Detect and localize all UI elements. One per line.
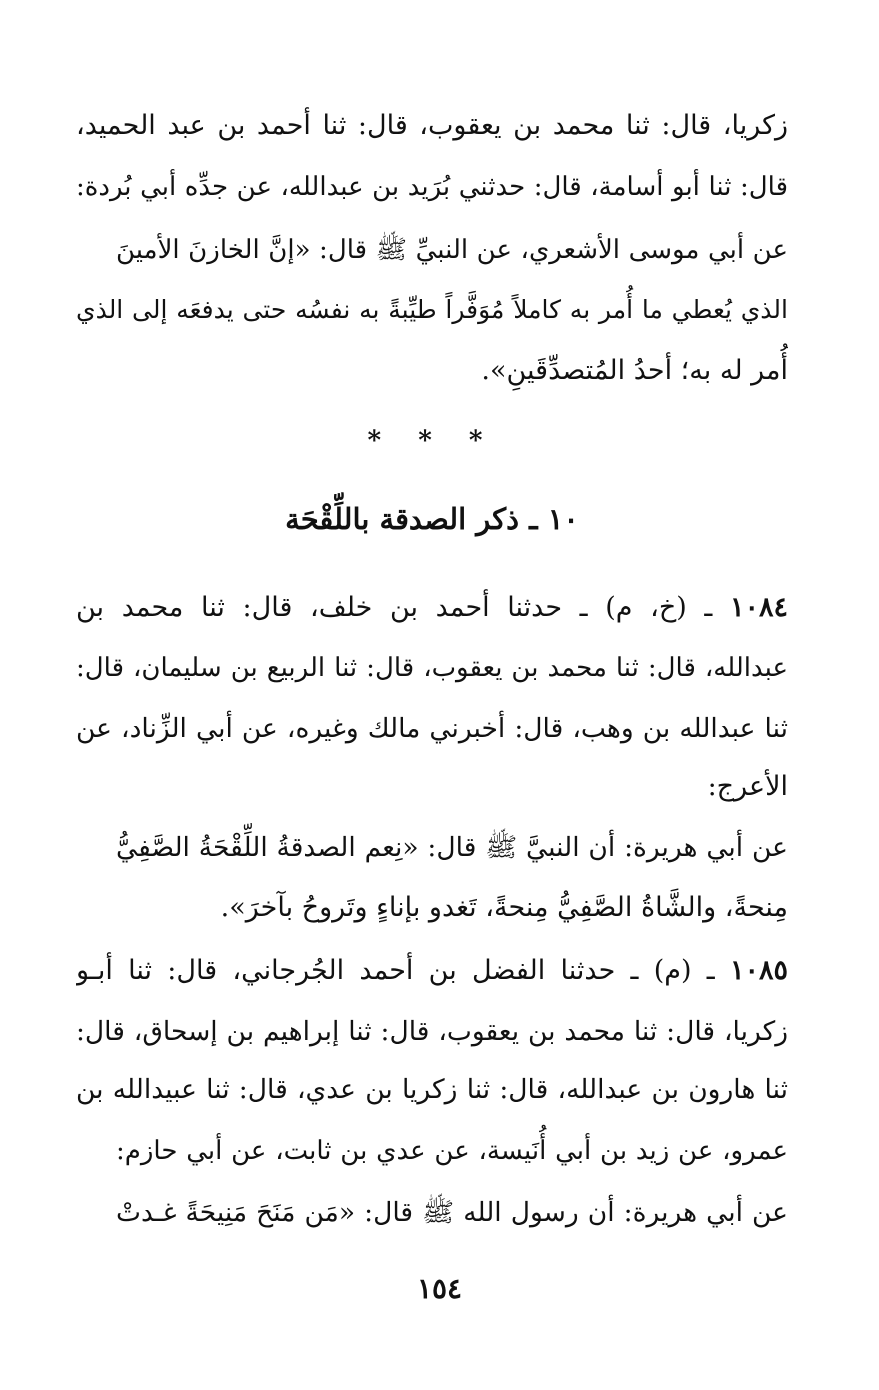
text-line: زكريا، قال: ثنا محمد بن يعقوب، قال: ثنا إبراهيم بن إسحاق، قال:: [76, 1016, 788, 1047]
text-line: الذي يُعطي ما أُمر به كاملاً مُوَفَّراً طيِّبةً به نفسُه حتى يدفعَه إلى الذي: [76, 295, 788, 324]
text-line: مِنحةً، والشَّاةُ الصَّفِيُّ مِنحةً، تَغدو بإناءٍ وتَروحُ بآخرَ».: [220, 892, 788, 923]
text-line: عن أبي هريرة: أن النبيَّ ﷺ قال: «نِعم الصدقةُ اللِّقْحَةُ الصَّفِيُّ: [116, 832, 788, 863]
text-line: ثنا هارون بن عبدالله، قال: ثنا زكريا بن عدي، قال: ثنا عبيدالله بن: [76, 1074, 788, 1105]
page-number: ١٥٤: [416, 1272, 463, 1305]
hadith-number: ١٠٨٤: [729, 592, 788, 623]
text-line: ثنا عبدالله بن وهب، قال: أخبرني مالك وغيره، عن أبي الزِّناد، عن: [76, 713, 788, 744]
hadith-number: ١٠٨٥: [729, 955, 788, 986]
section-heading: ١٠ ـ ذكر الصدقة باللِّقْحَة: [285, 502, 579, 536]
hadith-text: ـ (خ، م) ـ حدثنا أحمد بن خلف، قال: ثنا محمد بن: [76, 592, 713, 623]
hadith-1084-line: [76, 578, 788, 638]
hadith-1085-line: [76, 941, 788, 1001]
text-line: زكريا، قال: ثنا محمد بن يعقوب، قال: ثنا أحمد بن عبد الحميد،: [76, 110, 788, 141]
hadith-text: ـ (م) ـ حدثنا الفضل بن أحمد الجُرجاني، قال: ثنا أبـو: [76, 955, 715, 986]
text-line: عن أبي موسى الأشعري، عن النبيِّ ﷺ قال: «إنَّ الخازنَ الأمينَ: [116, 235, 788, 265]
text-line: الأعرج:: [707, 771, 788, 802]
text-line: قال: ثنا أبو أسامة، قال: حدثني بُرَيد بن عبدالله، عن جدِّه أبي بُردة:: [76, 172, 788, 202]
text-line: عن أبي هريرة: أن رسول الله ﷺ قال: «مَن مَنَحَ مَنِيحَةً غـدتْ: [116, 1197, 788, 1228]
book-page: [76, 96, 788, 1346]
section-separator: * * *: [367, 426, 497, 456]
text-line: عمرو، عن زيد بن أبي أُنَيسة، عن عدي بن ثابت، عن أبي حازم:: [116, 1136, 788, 1166]
text-line: أُمر له به؛ أحدُ المُتصدِّقَينِ».: [481, 355, 788, 386]
text-line: عبدالله، قال: ثنا محمد بن يعقوب، قال: ثنا الربيع بن سليمان، قال:: [76, 653, 788, 683]
